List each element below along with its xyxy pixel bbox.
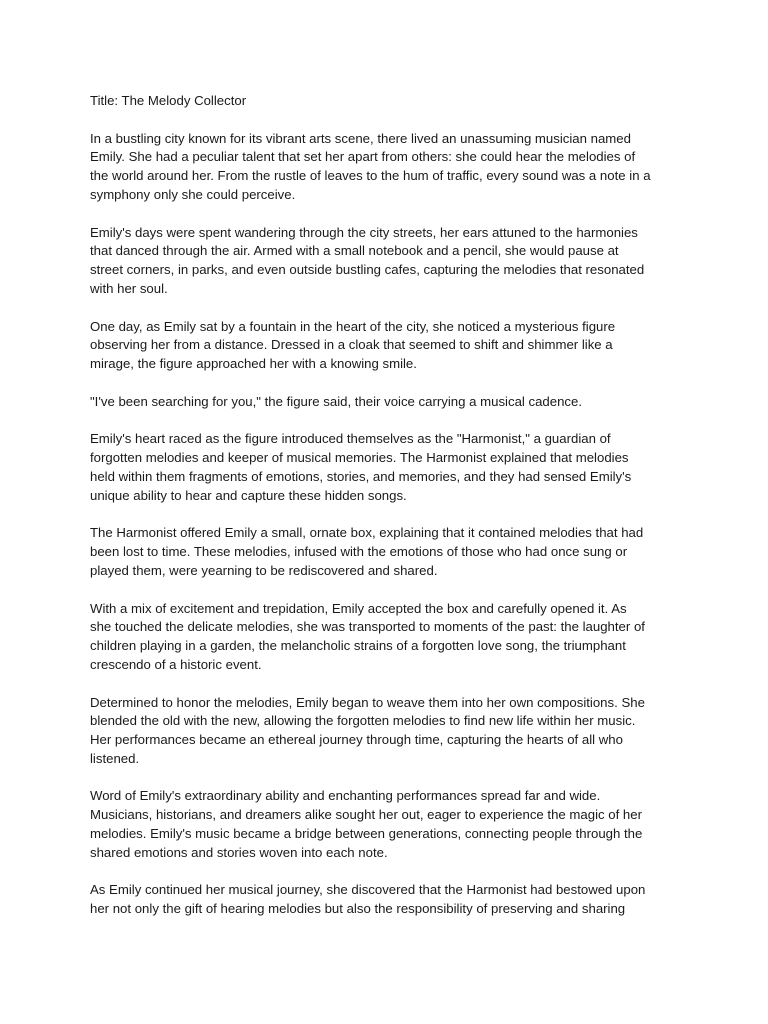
paragraph-line: One day, as Emily sat by a fountain in the heart of the city, she noticed a mysterious figure [90,318,616,334]
paragraph [90,694,730,769]
paragraph [90,393,730,412]
paragraph [90,318,730,374]
paragraph [90,224,730,299]
paragraph-line: been lost to time. These melodies, infused with the emotions of those who had once sung or [90,544,628,560]
paragraph [90,130,730,205]
paragraph [90,881,730,919]
paragraph-line: As Emily continued her musical journey, she discovered that the Harmonist had bestowed upon [90,882,646,898]
paragraph-line: The Harmonist offered Emily a small, ornate box, explaining that it contained melodies that had [90,525,644,541]
paragraph-line: her not only the gift of hearing melodies but also the responsibility of preserving and sharing [90,901,626,917]
paragraph-line: blended the old with the new, allowing the forgotten melodies to find new life within her music. [90,713,636,729]
paragraph [90,524,730,580]
paragraph-line: she touched the delicate melodies, she was transported to moments of the past: the laughter of [90,619,645,635]
paragraph-line: shared emotions and stories woven into each note. [90,844,388,860]
paragraph-line: unique ability to hear and capture these hidden songs. [90,487,407,503]
paragraph-line: the world around her. From the rustle of leaves to the hum of traffic, every sound was a note in a [90,168,651,184]
paragraph-line: listened. [90,750,140,766]
document-page [90,92,730,938]
paragraph-line: forgotten melodies and keeper of musical memories. The Harmonist explained that melodies [90,450,629,466]
paragraph-line: that danced through the air. Armed with a small notebook and a pencil, she would pause at [90,243,619,259]
paragraph-line: Word of Emily's extraordinary ability and enchanting performances spread far and wide. [90,788,601,804]
paragraph-line: crescendo of a historic event. [90,656,262,672]
paragraph-line: observing her from a distance. Dressed in a cloak that seemed to shift and shimmer like a [90,337,613,353]
paragraph-line: played them, were yearning to be rediscovered and shared. [90,562,438,578]
paragraph-line: In a bustling city known for its vibrant arts scene, there lived an unassuming musician named [90,130,631,146]
paragraph-line: street corners, in parks, and even outside bustling cafes, capturing the melodies that resonated [90,262,645,278]
paragraph-line: Emily's days were spent wandering through the city streets, her ears attuned to the harmonies [90,224,638,240]
paragraph-line: Emily's heart raced as the figure introduced themselves as the "Harmonist," a guardian of [90,431,611,447]
paragraph-line: "I've been searching for you," the figure said, their voice carrying a musical cadence. [90,393,583,409]
paragraph [90,600,730,675]
paragraph-line: Determined to honor the melodies, Emily began to weave them into her own compositions. She [90,694,645,710]
paragraph-line: children playing in a garden, the melancholic strains of a forgotten love song, the triumphant [90,638,626,654]
paragraph-line: Musicians, historians, and dreamers alike sought her out, eager to experience the magic of her [90,807,642,823]
paragraph-line: with her soul. [90,280,168,296]
document-title: Title: The Melody Collector [90,93,247,108]
paragraph-line: melodies. Emily's music became a bridge between generations, connecting people through the [90,826,643,842]
paragraph-line: Emily. She had a peculiar talent that set her apart from others: she could hear the melodies of [90,149,636,165]
paragraph-line: symphony only she could perceive. [90,186,296,202]
paragraph-line: held within them fragments of emotions, stories, and memories, and they had sensed Emily's [90,468,632,484]
paragraph [90,430,730,505]
paragraph [90,787,730,862]
paragraph-line: mirage, the figure approached her with a knowing smile. [90,356,417,372]
paragraph-line: With a mix of excitement and trepidation, Emily accepted the box and carefully opened it. As [90,600,627,616]
paragraph-line: Her performances became an ethereal journey through time, capturing the hearts of all who [90,732,623,748]
